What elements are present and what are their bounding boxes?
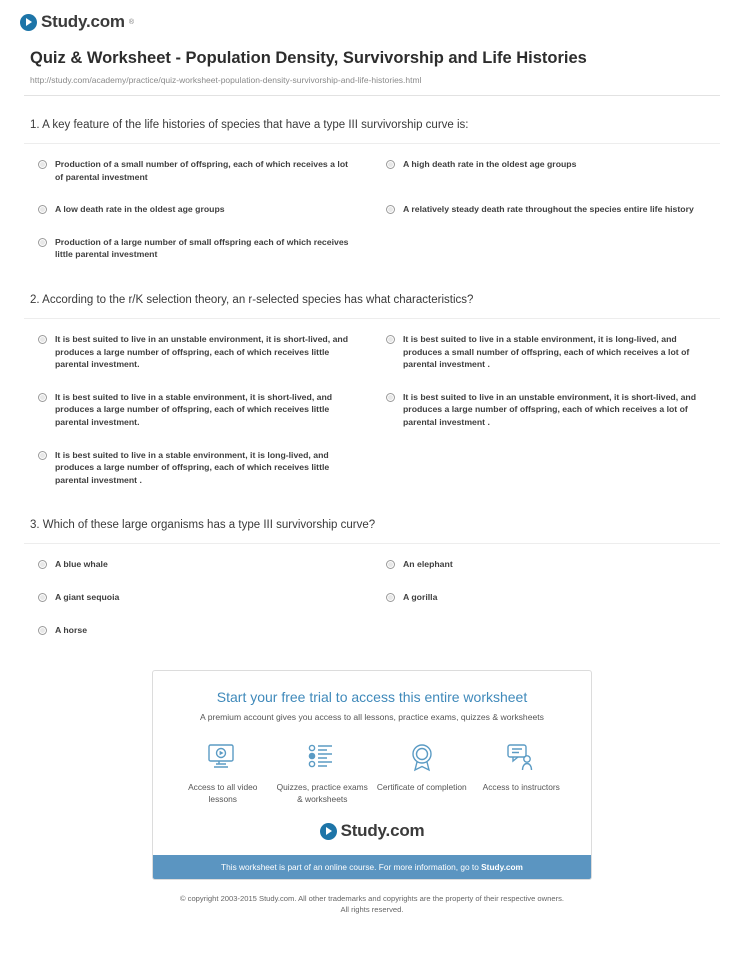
promo-bar-text: This worksheet is part of an online course. For more information, go to (221, 862, 482, 873)
answer-label: It is best suited to live in a stable environment, it is short-lived, and produces a large number of offspring, each of which receives little parental investment. (55, 391, 333, 427)
answer-option[interactable] (24, 548, 372, 581)
radio-button-icon[interactable] (38, 393, 47, 402)
answer-label: It is best suited to live in an unstable environment, it is short-lived, and produces a large number of offspring, each of which receives little parental investment. (55, 333, 349, 370)
radio-button-icon[interactable] (38, 560, 47, 569)
answer-label: It is best suited to live in a stable environment, it is long-lived, and produces a small number of offspring, each of which receives a lot of parental investment . (403, 333, 690, 370)
footer (0, 880, 744, 915)
source-url: http://study.com/academy/practice/quiz-worksheet-population-density-survivorship-and-life-histories.html (30, 75, 422, 85)
radio-button-icon[interactable] (386, 205, 395, 214)
answer-label: Production of a large number of small offspring each of which receives little parental investment (55, 236, 349, 260)
promo-feature-label: Quizzes, practice exams & worksheets (276, 782, 368, 804)
answer-label: A high death rate in the oldest age groups (403, 159, 577, 169)
video-lessons-icon (177, 740, 269, 774)
answer-option[interactable] (372, 193, 720, 226)
rights-line: All rights reserved. (340, 904, 404, 914)
answer-option[interactable] (24, 148, 372, 193)
question-text: 3. Which of these large organisms has a type III survivorship curve? (30, 519, 376, 532)
promo-feature-label: Certificate of completion (376, 782, 467, 793)
promo-feature-label: Access to all video lessons (188, 782, 258, 804)
play-circle-icon (20, 14, 37, 31)
promo-feature (372, 740, 472, 805)
promo-feature (273, 740, 373, 805)
radio-button-icon[interactable] (38, 335, 47, 344)
answer-label: A low death rate in the oldest age groups (55, 204, 225, 215)
study-com-logo[interactable] (20, 12, 134, 32)
answer-label: A gorilla (403, 591, 438, 602)
promo-feature (472, 740, 572, 805)
radio-button-icon[interactable] (38, 593, 47, 602)
answer-options (24, 144, 720, 271)
answer-option[interactable] (372, 323, 720, 381)
radio-button-icon[interactable] (386, 335, 395, 344)
instructor-chat-icon (476, 740, 568, 774)
radio-button-icon[interactable] (38, 205, 47, 214)
answer-label: It is best suited to live in a stable environment, it is long-lived, and produces a large number of offspring, each of which receives little parental investment . (55, 449, 330, 485)
answer-options (24, 319, 720, 496)
radio-button-icon[interactable] (386, 393, 395, 402)
promo-feature (173, 740, 273, 805)
answer-option[interactable] (24, 439, 372, 497)
answer-label: A relatively steady death rate throughout the species entire life history (403, 204, 694, 215)
brand-trademark: ® (128, 18, 135, 26)
answer-label: A blue whale (55, 559, 108, 570)
answer-option[interactable] (372, 148, 720, 193)
promo-brand-logo[interactable] (173, 821, 571, 847)
questions-list (0, 96, 744, 646)
quiz-list-icon (277, 740, 369, 774)
brand-name: Study.com (41, 12, 125, 31)
certificate-ribbon-icon (376, 740, 468, 774)
answer-label: Production of a small number of offspring, each of which receives a lot of parental investment (55, 159, 349, 182)
question-item (24, 271, 720, 496)
radio-button-icon[interactable] (38, 238, 47, 247)
promo-features (173, 740, 571, 805)
answer-option[interactable] (24, 193, 372, 226)
promo-brand-name: Study.com (340, 821, 425, 841)
promo-course-bar (153, 855, 591, 879)
radio-button-icon[interactable] (38, 451, 47, 460)
answer-label: An elephant (403, 559, 453, 570)
question-text: 2. According to the r/K selection theory, an r-selected species has what characteristics? (30, 293, 474, 306)
answer-option[interactable] (24, 226, 372, 271)
radio-button-icon[interactable] (38, 160, 47, 169)
free-trial-card (152, 670, 592, 880)
promo-feature-label: Access to instructors (482, 782, 560, 793)
radio-button-icon[interactable] (38, 626, 47, 635)
question-text: 1. A key feature of the life histories of species that have a type III survivorship curve is: (30, 119, 469, 131)
promo-section (0, 646, 744, 880)
radio-button-icon[interactable] (386, 160, 395, 169)
promo-subhead: A premium account gives you access to all lessons, practice exams, quizzes & worksheets (200, 712, 544, 723)
answer-option[interactable] (372, 548, 720, 581)
radio-button-icon[interactable] (386, 593, 395, 602)
answer-label: A horse (55, 624, 88, 635)
question-item (24, 496, 720, 646)
question-item (24, 96, 720, 271)
promo-headline: Start your free trial to access this entire worksheet (216, 689, 528, 706)
answer-option[interactable] (24, 381, 372, 439)
answer-label: A giant sequoia (55, 591, 120, 602)
page-title: Quiz & Worksheet - Population Density, Survivorship and Life Histories (30, 49, 587, 67)
copyright-line: © copyright 2003-2015 Study.com. All other trademarks and copyrights are the property of their respective owners. (179, 894, 565, 904)
answer-option[interactable] (24, 614, 372, 647)
answer-options (24, 544, 720, 646)
answer-option[interactable] (372, 381, 720, 439)
site-header (0, 0, 744, 36)
title-block (0, 36, 744, 85)
answer-option[interactable] (24, 581, 372, 614)
radio-button-icon[interactable] (386, 560, 395, 569)
play-circle-icon (320, 823, 337, 840)
promo-bar-link[interactable]: Study.com (481, 862, 523, 873)
answer-option[interactable] (372, 581, 720, 614)
answer-label: It is best suited to live in an unstable environment, it is short-lived, and produces a large number of offspring, each of which receives a lot of parental investment . (403, 391, 697, 427)
answer-option[interactable] (24, 323, 372, 381)
